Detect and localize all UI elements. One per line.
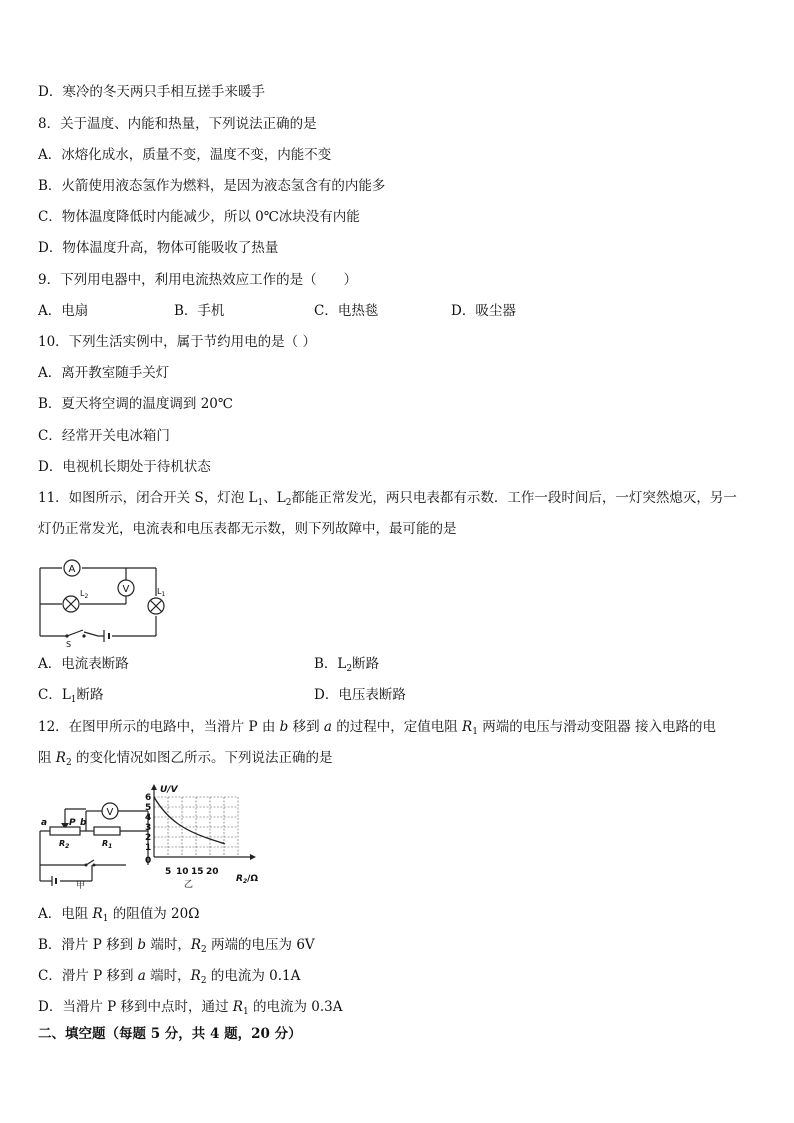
q12-option-a: A．电阻 $R_1$ 的阻值为 20Ω [38,906,200,924]
q8-option-d: D．物体温度升高，物体可能吸收了热量 [38,240,279,256]
q11-stem: 11．如图所示，闭合开关 S，灯泡 $L_1$、$L_2$都能正常发光，两只电表都有示数．工作一段时间后，一灯突然熄灭，另一 [38,490,737,508]
x-tick-20: 20 [206,867,219,877]
q12-circuit-figure-jia [36,795,156,890]
q10-stem: 10．下列生活实例中，属于节约用电的是（ ） [38,334,316,350]
y-tick-0: 0 [145,856,152,866]
voltage-curve [154,797,225,844]
y-tick-3: 3 [145,823,152,833]
q10-option-c: C．经常开关电冰箱门 [38,428,170,444]
q11-option-b: B．$L_2$断路 [314,656,380,674]
q11-option-d: D．电压表断路 [314,687,406,703]
q8-option-b: B．火箭使用液态氢作为燃料，是因为液态氢含有的内能多 [38,178,386,194]
q11-stem-line2: 灯仍正常发光，电流表和电压表都无示数，则下列故障中，最可能的是 [38,521,457,537]
q12-graph-figure-yi [140,783,270,893]
q9-option-a: A．电扇 [38,303,89,319]
y-axis-label: U/V [160,785,178,795]
q11-circuit-figure [36,558,172,648]
y-tick-1: 1 [145,843,152,853]
q8-stem: 8．关于温度、内能和热量，下列说法正确的是 [38,116,317,132]
switch-label: S [66,640,72,648]
q11-option-c: C．$L_1$断路 [38,687,104,705]
y-tick-6: 6 [145,793,152,803]
lamp-l2-icon [63,596,79,612]
x-tick-15: 15 [191,867,204,877]
r1-label: $R_1$ [102,839,113,850]
q12-option-c: C．滑片 P 移到 a 端时，$R_2$ 的电流为 0.1A [38,968,301,986]
q9-stem: 9．下列用电器中，利用电流热效应工作的是（ ） [38,272,358,288]
q7-option-d: D．寒冷的冬天两只手相互搓手来暖手 [38,84,265,100]
end-a-label: a [41,818,48,828]
resistor-r1-icon [94,827,120,835]
voltmeter-label: V [106,807,114,818]
q8-option-a: A．冰熔化成水，质量不变，温度不变，内能不变 [38,147,332,163]
q9-option-b: B．手机 [174,303,225,319]
lamp-l2-label: $L_2$ [80,589,89,600]
r2-label: $R_2$ [59,839,70,850]
q11-option-a: A．电流表断路 [38,656,129,672]
figure-yi-caption: 乙 [184,880,194,890]
section-2-title: 二、填空题（每题 5 分，共 4 题，20 分） [38,1026,302,1042]
q12-option-b: B．滑片 P 移到 b 端时，$R_2$ 两端的电压为 6V [38,937,315,955]
q10-option-b: B．夏天将空调的温度调到 20℃ [38,396,233,412]
x-tick-5: 5 [165,867,172,877]
q9-option-d: D．吸尘器 [451,303,516,319]
x-tick-10: 10 [176,867,189,877]
q10-option-d: D．电视机长期处于待机状态 [38,459,211,475]
end-b-label: b [80,818,87,828]
ammeter-label: A [68,564,76,575]
rheostat-r2-icon [50,827,80,835]
q12-option-d: D．当滑片 P 移到中点时，通过 $R_1$ 的电流为 0.3A [38,999,343,1017]
y-tick-5: 5 [145,803,152,813]
q9-option-c: C．电热毯 [314,303,379,319]
voltmeter-label: V [122,584,130,595]
q12-stem-line2: 阻 $R_2$ 的变化情况如图乙所示。下列说法正确的是 [38,750,333,768]
y-tick-2: 2 [145,833,152,843]
q8-option-c: C．物体温度降低时内能减少，所以 0℃冰块没有内能 [38,209,360,225]
figure-jia-caption: 甲 [76,881,86,890]
q12-stem: 12．在图甲所示的电路中，当滑片 P 由 b 移到 a 的过程中，定值电阻 $R_1$ 两端的电压与滑动变阻器 接入电路的电 [38,719,717,737]
slider-p-label: P [69,818,76,828]
lamp-l1-icon [148,598,164,614]
lamp-l1-label: $L_1$ [157,587,166,598]
y-tick-4: 4 [145,813,152,823]
q10-option-a: A．离开教室随手关灯 [38,365,170,381]
x-axis-label: $R_2/\Omega$ [236,874,259,885]
